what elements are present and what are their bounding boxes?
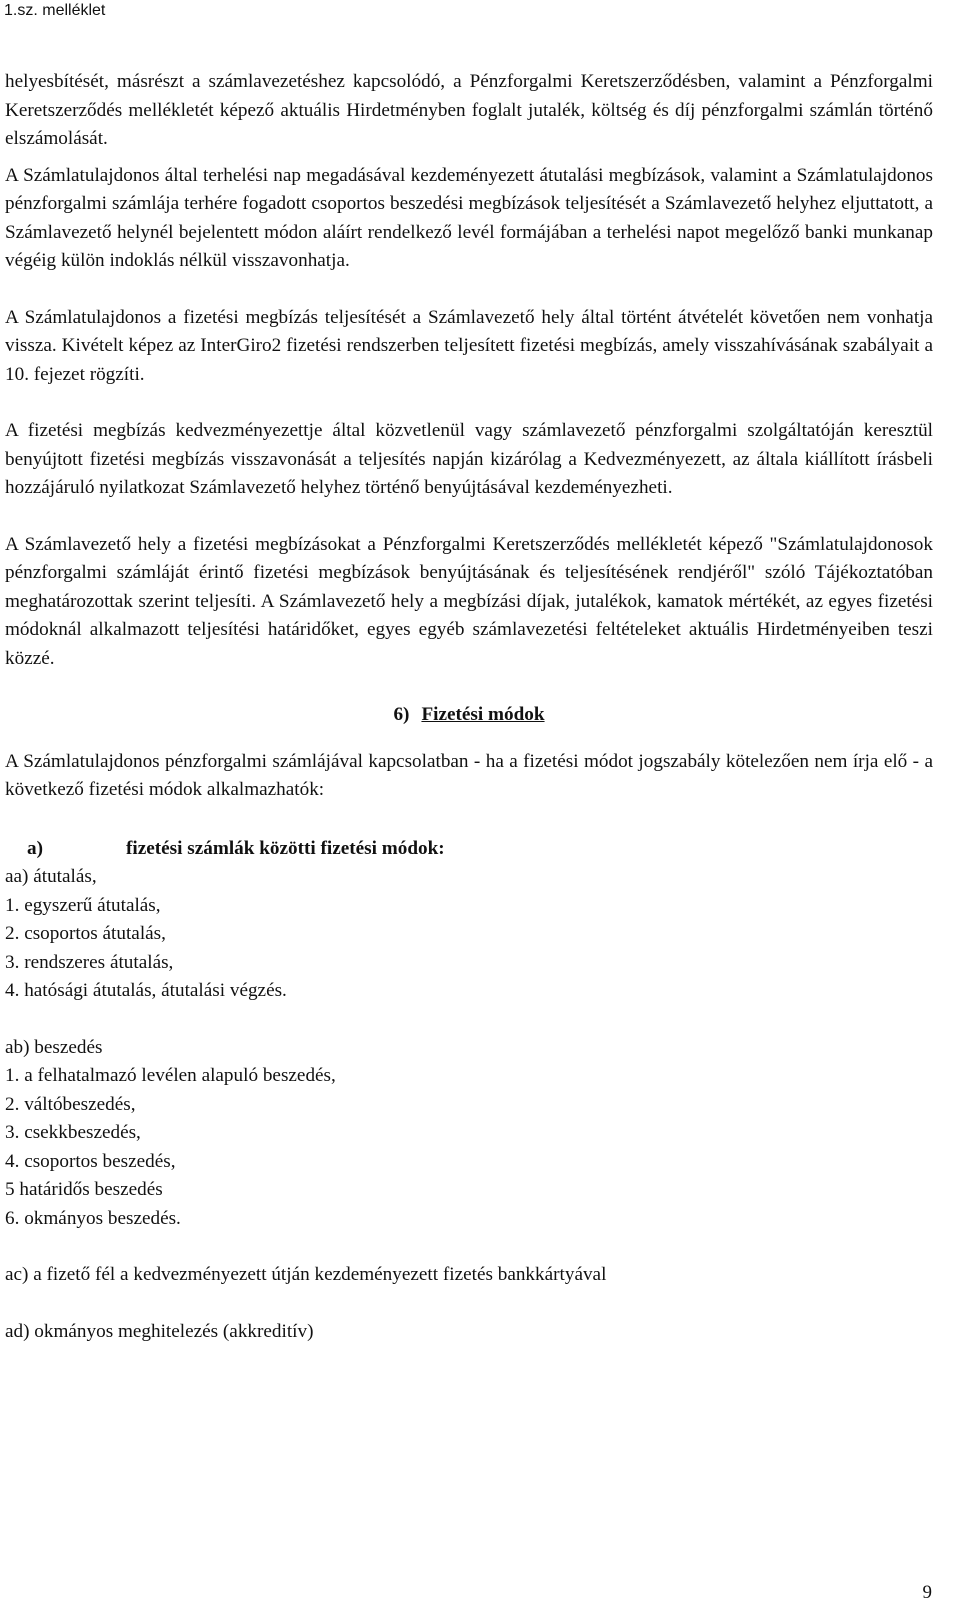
section-number: 6) (393, 704, 410, 725)
item-letter-of-credit (5, 1318, 933, 1347)
item-card-payment (5, 1261, 933, 1290)
paragraph-execution-rules: A Számlavezető hely a fizetési megbízásokat a Pénzforgalmi Keretszerződés mellékletét képező "Számlatulajdonosok pénzforgalmi számláját érintő fizetési megbízások benyújtásának és teljesítésének rendjéről" szóló Tájékoztatóban meghatározottak szerint teljesíti. A Számlavezető hely a megbízási díjak, jutalékok, kamatok mértékét, az egyes fizetési módoknál alkalmazott teljesítési határidőket, egyes egyéb számlavezetési feltételeket aktuális Hirdetményeiben teszi közzé. (5, 533, 933, 669)
page-number: 9 (922, 1582, 932, 1603)
list-heading: ab) beszedés (5, 1036, 103, 1058)
paragraph-revocation-terms: A Számlatulajdonos által terhelési nap megadásával kezdeményezett átutalási megbízások, valamint a Számlatulajdonos pénzforgalmi számlája terhére fogadott csoportos beszedési megbízások teljesítését a Számlavezető helyhez eljuttatott, a Számlavezető helynél bejelentett módon aláírt rendelkező levél formájában a terhelési napot megelőző banki munkanap végéig külön indoklás nélkül visszavonhatja. (5, 164, 933, 271)
list-item: 5 határidős beszedés (5, 1179, 163, 1200)
list-item: 2. váltóbeszedés, (5, 1093, 136, 1115)
list-item: 3. rendszeres átutalás, (5, 951, 174, 973)
subsection-letter: a) (27, 837, 43, 859)
list-item: 1. a felhatalmazó levélen alapuló beszedés, (5, 1065, 336, 1086)
paragraph-continuation: helyesbítését, másrészt a számlavezetéshez kapcsolódó, a Pénzforgalmi Keretszerződésben, valamint a Pénzforgalmi Keretszerződés mellékletét képező aktuális Hirdetményben foglalt jutalék, költség és díj pénzforgalmi számlán történő elszámolását. (5, 71, 933, 149)
attachment-label: 1.sz. melléklet (4, 2, 106, 19)
section-heading (5, 701, 933, 730)
list-item: 3. csekkbeszedés, (5, 1122, 141, 1143)
list-heading: aa) átutalás, (5, 866, 97, 887)
section-title: Fizetési módok (421, 704, 545, 725)
list-heading: ad) okmányos meghitelezés (akkreditív) (5, 1320, 314, 1342)
paragraph-irrevocability: A Számlatulajdonos a fizetési megbízás teljesítését a Számlavezető hely által történt átvételét követően nem vonhatja vissza. Kivételt képez az InterGiro2 fizetési rendszerben teljesített fizetési megbízás, amely visszahívásának szabályait a 10. fejezet rögzíti. (5, 306, 933, 385)
list-item: 4. hatósági átutalás, átutalási végzés. (5, 980, 287, 1001)
list-item: 2. csoportos átutalás, (5, 923, 166, 944)
list-collections (5, 1034, 933, 1234)
list-heading: ac) a fizető fél a kedvezményezett útján kezdeményezett fizetés bankkártyával (5, 1264, 607, 1285)
list-item: 4. csoportos beszedés, (5, 1150, 176, 1172)
list-transfers (5, 863, 933, 1006)
document-body (5, 68, 933, 1374)
list-item: 1. egyszerű átutalás, (5, 894, 161, 916)
section-intro: A Számlatulajdonos pénzforgalmi számlájával kapcsolatban - ha a fizetési módot jogszabály kötelezően nem írja elő - a következő fizetési módok alkalmazhatók: (5, 750, 933, 800)
paragraph-beneficiary-revocation: A fizetési megbízás kedvezményezettje által közvetlenül vagy számlavezető pénzforgalmi szolgáltatóján keresztül benyújtott fizetési megbízás visszavonását a teljesítés napján kizárólag a Kedvezményezett, az általa kiállított írásbeli hozzájáruló nyilatkozat Számlavezető helyhez történő benyújtásával kezdeményezheti. (5, 420, 933, 498)
list-item: 6. okmányos beszedés. (5, 1207, 181, 1229)
subsection-heading (5, 835, 933, 864)
subsection-title: fizetési számlák közötti fizetési módok: (126, 837, 445, 859)
